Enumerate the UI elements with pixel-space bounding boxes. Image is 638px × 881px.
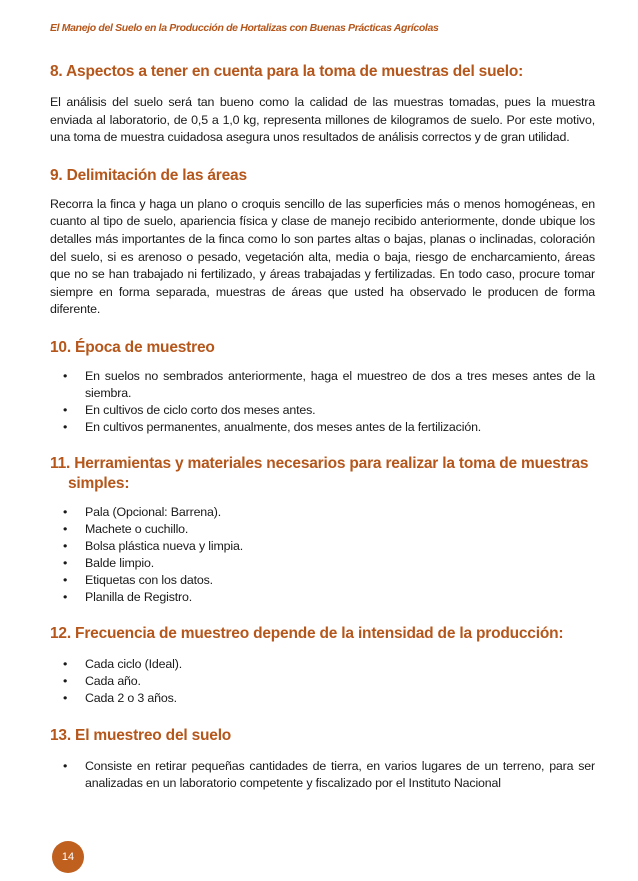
list-item-text: Bolsa plástica nueva y limpia.	[85, 538, 244, 553]
bullet-icon: •	[63, 656, 68, 671]
list-item-text: Etiquetas con los datos.	[85, 572, 213, 587]
page-number-badge: 14	[52, 841, 84, 873]
section-10-list	[50, 368, 595, 436]
list-item	[50, 555, 595, 572]
section-8-heading: 8. Aspectos a tener en cuenta para la toma de muestras del suelo:	[50, 63, 524, 80]
list-item	[50, 589, 595, 606]
list-item	[50, 402, 595, 419]
list-item-text: En cultivos de ciclo corto dos meses antes.	[85, 402, 316, 417]
list-item	[50, 368, 595, 402]
section-12-heading: 12. Frecuencia de muestreo depende de la intensidad de la producción:	[50, 624, 564, 642]
section-12-list	[50, 656, 595, 707]
page-content	[50, 62, 595, 792]
list-item	[50, 690, 595, 707]
bullet-icon: •	[63, 572, 68, 587]
bullet-icon: •	[63, 419, 68, 434]
list-item-text: En cultivos permanentes, anualmente, dos meses antes de la fertilización.	[85, 419, 482, 434]
section-10-heading: 10. Época de muestreo	[50, 338, 215, 356]
list-item-text: Consiste en retirar pequeñas cantidades de tierra, en varios lugares de un terreno, para ser analizadas en un laboratorio competente y fiscalizado por el Instituto Nacional	[85, 758, 595, 790]
list-item	[50, 673, 595, 690]
list-item	[50, 504, 595, 521]
bullet-icon: •	[63, 589, 68, 604]
list-item-text: Pala (Opcional: Barrena).	[85, 504, 222, 519]
section-8-body: El análisis del suelo será tan bueno como la calidad de las muestras tomadas, pues la muestra enviada al laboratorio, de 0,5 a 1,0 kg, representa millones de kilogramos de suelo. Por este motivo, una toma de muestra cuidadosa asegura unos resultados de análisis correctos y de gran utilidad.	[50, 95, 595, 145]
list-item-text: En suelos no sembrados anteriormente, haga el muestreo de dos a tres meses antes de la siembra.	[85, 368, 595, 400]
list-item	[50, 656, 595, 673]
section-9-body: Recorra la finca y haga un plano o croquis sencillo de las superficies más o menos homogéneas, en cuanto al tipo de suelo, apariencia física y clase de manejo recibido anteriormente, donde ubique los detalles más importantes de la finca como lo son partes altas o bajas, planas o inclinadas, coloración del suelo, si es arenoso o pesado, vegetación alta, media o baja, riesgo de encharcamiento, áreas que no se han trabajado ni fertilizado, y áreas trabajadas y fertilizadas. En todo caso, procure tomar siempre en forma separada, muestras de áreas que usted ha observado le producen de forma diferente.	[50, 196, 595, 317]
list-item-text: Cada 2 o 3 años.	[85, 690, 177, 705]
bullet-icon: •	[63, 538, 68, 553]
list-item-text: Machete o cuchillo.	[85, 521, 189, 536]
list-item-text: Cada ciclo (Ideal).	[85, 656, 183, 671]
list-item	[50, 538, 595, 555]
section-11-heading: 11. Herramientas y materiales necesarios para realizar la toma de muestras simples:	[50, 454, 589, 492]
bullet-icon: •	[63, 555, 68, 570]
section-9-heading: 9. Delimitación de las áreas	[50, 166, 247, 184]
running-header: El Manejo del Suelo en la Producción de Hortalizas con Buenas Prácticas Agrícolas	[50, 22, 439, 34]
list-item	[50, 521, 595, 538]
list-item-text: Balde limpio.	[85, 555, 154, 570]
list-item-text: Planilla de Registro.	[85, 589, 193, 604]
list-item	[50, 572, 595, 589]
bullet-icon: •	[63, 690, 68, 705]
section-13-heading: 13. El muestreo del suelo	[50, 726, 232, 744]
bullet-icon: •	[63, 521, 68, 536]
section-11-list	[50, 504, 595, 606]
list-item-text: Cada año.	[85, 673, 141, 688]
bullet-icon: •	[63, 402, 68, 417]
section-13-list	[50, 758, 595, 792]
bullet-icon: •	[63, 368, 68, 383]
list-item	[50, 419, 595, 436]
bullet-icon: •	[63, 758, 68, 773]
bullet-icon: •	[63, 673, 68, 688]
bullet-icon: •	[63, 504, 68, 519]
list-item	[50, 758, 595, 792]
